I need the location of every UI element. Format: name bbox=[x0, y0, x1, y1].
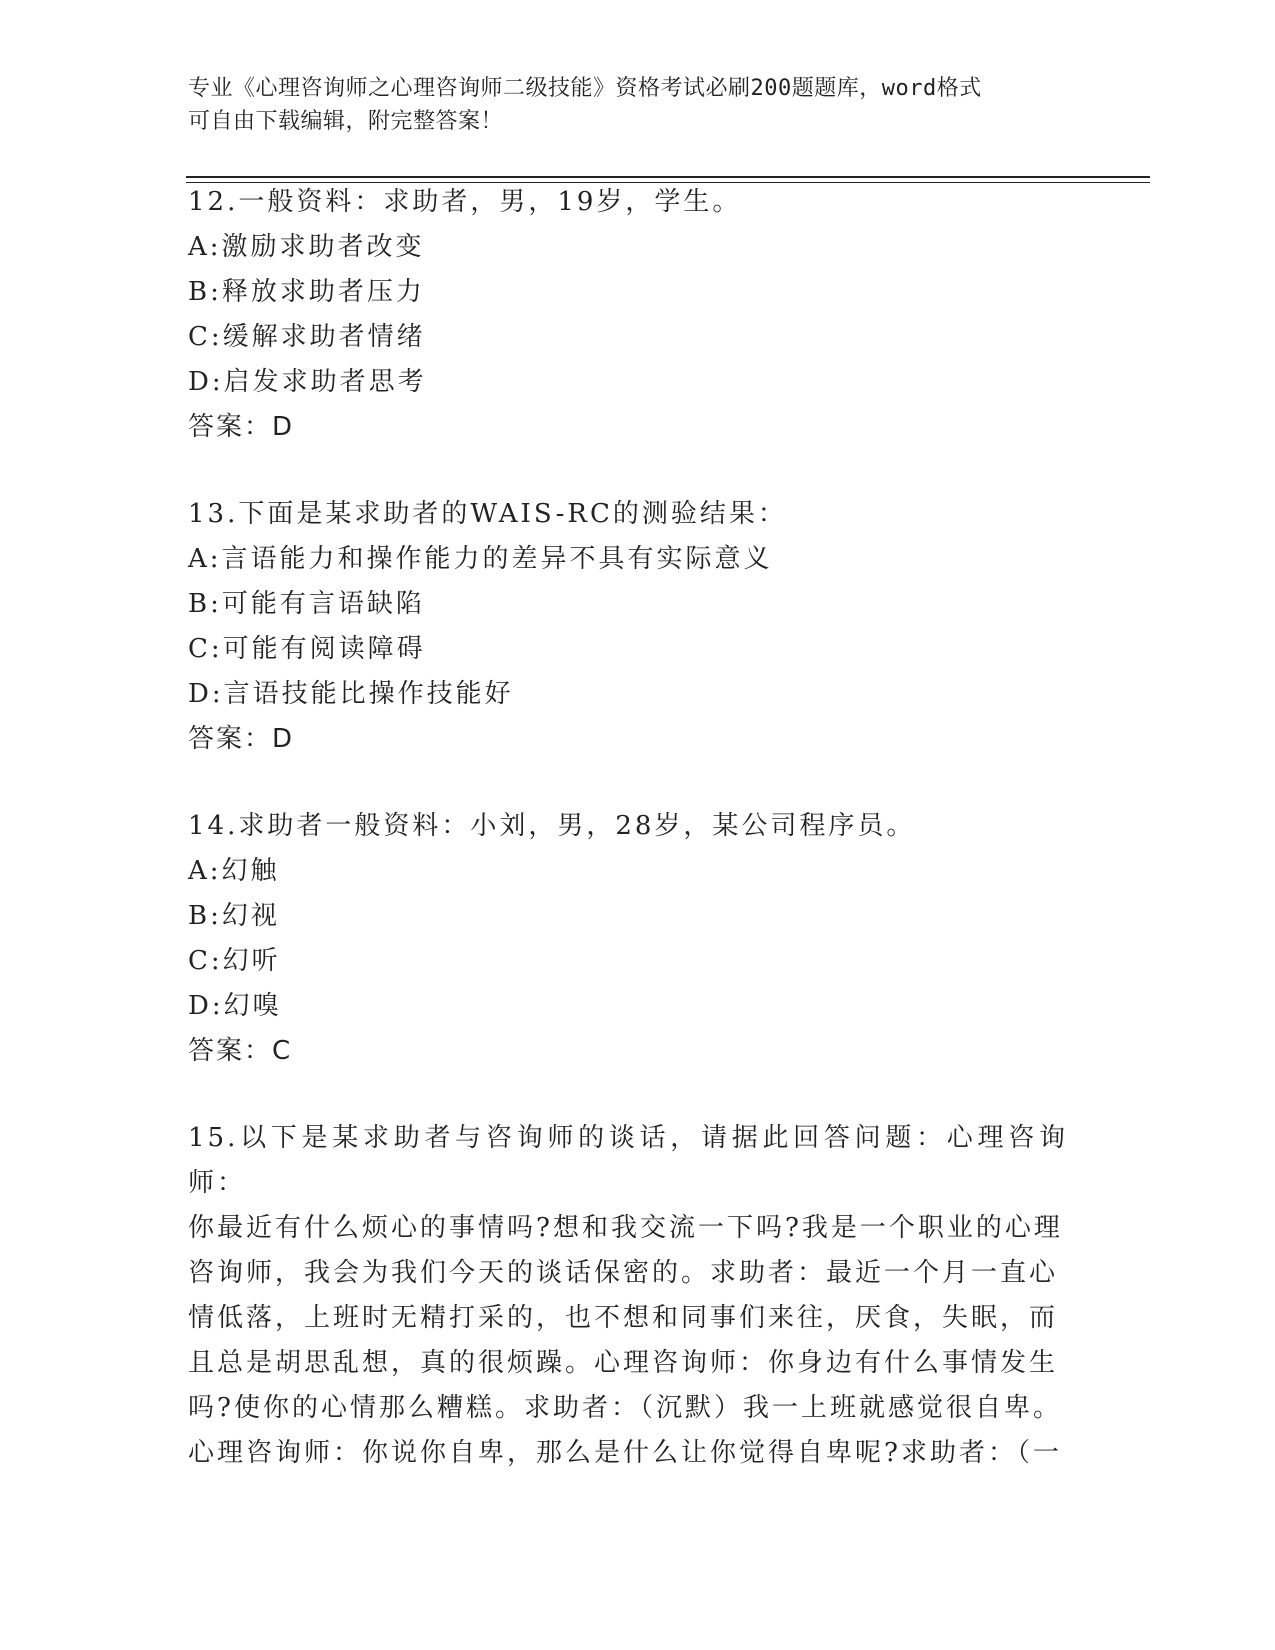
question-14 bbox=[188, 804, 1088, 1074]
option-d: D:启发求助者思考 bbox=[188, 367, 427, 397]
header-line-1: 专业《心理咨询师之心理咨询师二级技能》资格考试必刷200题题库，word格式 bbox=[188, 76, 982, 101]
option-d: D:言语技能比操作技能好 bbox=[188, 679, 514, 709]
question-15-line: 心理咨询师：你说你自卑，那么是什么让你觉得自卑呢?求助者：（一 bbox=[188, 1438, 1062, 1468]
option-d: D:幻嗅 bbox=[188, 991, 282, 1021]
document-header bbox=[188, 72, 1088, 138]
question-15-line: 咨询师，我会为我们今天的谈话保密的。求助者：最近一个月一直心 bbox=[188, 1258, 1059, 1288]
question-15-line: 15.以下是某求助者与咨询师的谈话，请据此回答问题：心理咨询师： bbox=[188, 1123, 1068, 1198]
option-a: A:幻触 bbox=[188, 856, 280, 886]
answer: 答案：C bbox=[188, 1036, 293, 1066]
question-15-line: 情低落，上班时无精打采的，也不想和同事们来往，厌食，失眠，而 bbox=[188, 1303, 1059, 1333]
option-c: C:幻听 bbox=[188, 946, 281, 976]
answer: 答案：D bbox=[188, 412, 295, 442]
answer: 答案：D bbox=[188, 724, 295, 754]
option-a: A:激励求助者改变 bbox=[188, 232, 425, 262]
option-a: A:言语能力和操作能力的差异不具有实际意义 bbox=[188, 544, 773, 574]
option-c: C:缓解求助者情绪 bbox=[188, 322, 426, 352]
question-stem: 12.一般资料：求助者，男，19岁，学生。 bbox=[188, 187, 742, 217]
header-line-2: 可自由下载编辑，附完整答案！ bbox=[188, 109, 504, 134]
question-stem: 14.求助者一般资料：小刘，男，28岁，某公司程序员。 bbox=[188, 811, 916, 841]
question-13 bbox=[188, 492, 1088, 762]
question-15 bbox=[188, 1116, 1088, 1476]
header-divider bbox=[186, 176, 1150, 178]
question-15-line: 你最近有什么烦心的事情吗?想和我交流一下吗?我是一个职业的心理 bbox=[188, 1213, 1063, 1243]
option-c: C:可能有阅读障碍 bbox=[188, 634, 426, 664]
question-stem: 13.下面是某求助者的WAIS-RC的测验结果： bbox=[188, 499, 787, 529]
question-12 bbox=[188, 180, 1088, 450]
option-b: B:幻视 bbox=[188, 901, 280, 931]
question-15-line: 且总是胡思乱想，真的很烦躁。心理咨询师：你身边有什么事情发生 bbox=[188, 1348, 1059, 1378]
question-15-line: 吗?使你的心情那么糟糕。求助者：（沉默）我一上班就感觉很自卑。 bbox=[188, 1393, 1062, 1423]
option-b: B:可能有言语缺陷 bbox=[188, 589, 425, 619]
option-b: B:释放求助者压力 bbox=[188, 277, 425, 307]
